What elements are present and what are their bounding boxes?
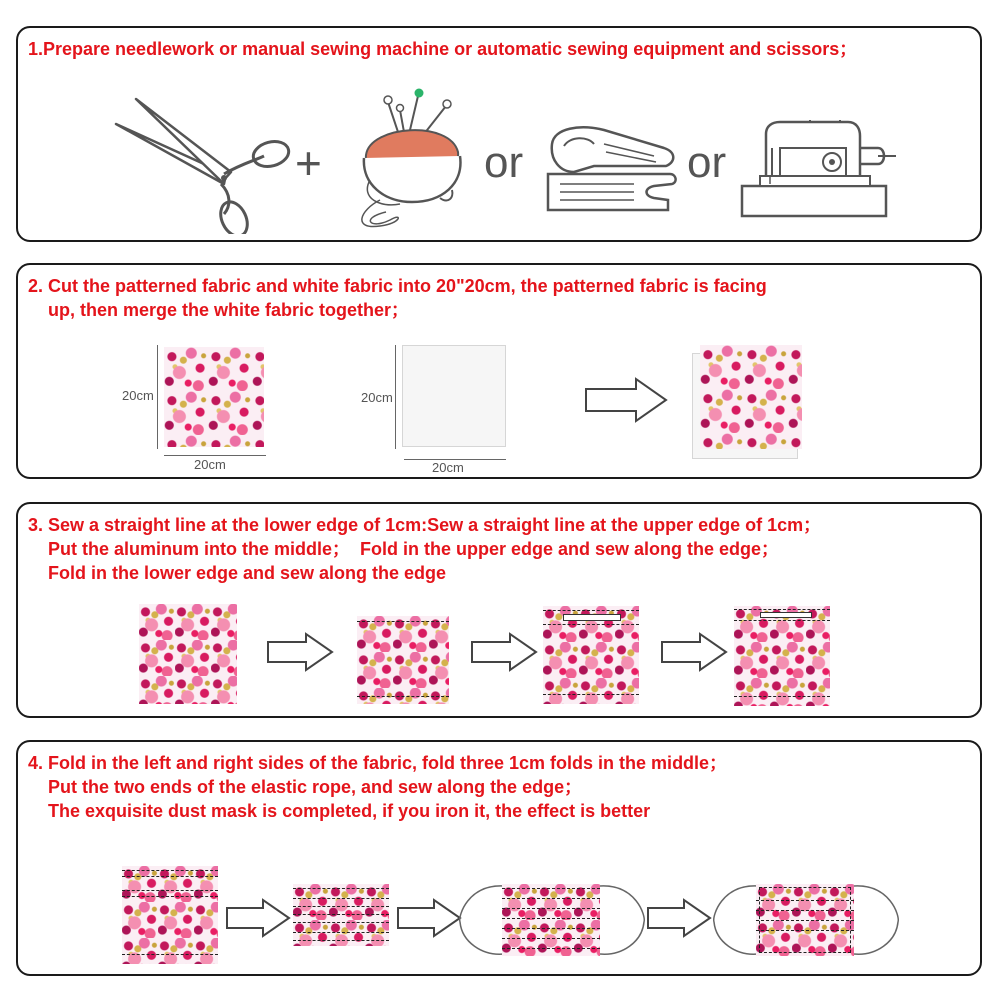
stitch-line bbox=[502, 898, 600, 899]
upper-stitch-line bbox=[734, 609, 830, 610]
white-width-label: 20cm bbox=[432, 460, 464, 475]
stitch-line bbox=[293, 932, 389, 933]
sewing-machine-icon bbox=[740, 120, 900, 220]
stitch-line bbox=[502, 948, 600, 949]
step-4-panel bbox=[16, 740, 982, 976]
stitch-line bbox=[502, 908, 600, 909]
right-arrow-icon bbox=[225, 898, 291, 938]
fabric-width-line bbox=[164, 455, 266, 456]
stitch-line bbox=[293, 922, 389, 923]
stitch-line bbox=[502, 938, 600, 939]
right-arrow-icon bbox=[584, 377, 668, 423]
right-arrow-icon bbox=[660, 632, 728, 672]
stitch-line bbox=[122, 876, 218, 877]
middle-stitch-line bbox=[734, 620, 830, 621]
folded-fabric bbox=[293, 884, 389, 946]
fabric-width-label: 20cm bbox=[194, 457, 226, 472]
fabric-height-label: 20cm bbox=[122, 388, 154, 403]
finished-mask bbox=[756, 884, 854, 956]
right-arrow-icon bbox=[470, 632, 538, 672]
fabric-stage-4 bbox=[734, 606, 830, 706]
mask-body bbox=[502, 884, 600, 956]
aluminum-strip bbox=[563, 614, 621, 621]
stitch-line bbox=[756, 920, 854, 921]
lower-stitch-line bbox=[734, 696, 830, 697]
stitch-line bbox=[122, 870, 218, 871]
stitch-line bbox=[293, 940, 389, 941]
stitch-line bbox=[756, 900, 854, 901]
pincushion-icon bbox=[340, 80, 480, 230]
stitch-line bbox=[756, 930, 854, 931]
right-arrow-icon bbox=[266, 632, 334, 672]
plus-sign: + bbox=[295, 137, 322, 189]
stitch-line bbox=[122, 890, 218, 891]
step-2-panel bbox=[16, 263, 982, 479]
merged-patterned-fabric bbox=[700, 345, 802, 449]
handheld-sewing-machine-icon bbox=[544, 122, 684, 212]
white-height-label: 20cm bbox=[361, 390, 393, 405]
step-1-panel bbox=[16, 26, 982, 242]
stitch-line bbox=[502, 918, 600, 919]
middle-stitch-line bbox=[543, 624, 639, 625]
fabric-stage-2 bbox=[357, 616, 449, 704]
fabric-height-line bbox=[157, 345, 158, 449]
aluminum-strip bbox=[760, 612, 812, 618]
or-label-2: or bbox=[687, 138, 727, 187]
fabric-stage-3 bbox=[543, 606, 639, 704]
stitch-line bbox=[502, 888, 600, 889]
white-fabric bbox=[402, 345, 506, 447]
stitch-line bbox=[756, 910, 854, 911]
step-1-text: 1.Prepare needlework or manual sewing machine or automatic sewing equipment and scissors； bbox=[28, 39, 858, 59]
or-label-1: or bbox=[484, 138, 524, 187]
upper-stitch-line bbox=[357, 621, 449, 622]
right-arrow-icon bbox=[646, 898, 712, 938]
stitch-line bbox=[293, 888, 389, 889]
stitch-line bbox=[122, 954, 218, 955]
white-height-line bbox=[395, 345, 396, 449]
step-3-panel bbox=[16, 502, 982, 718]
step-3-text: 3. Sew a straight line at the lower edge of 1cm:Sew a straight line at the upper edge of 1cm； Put the aluminum into the middle； Fold in the upper edge and sew along the edge； Fold in the lower edge and sew along the edge bbox=[28, 515, 822, 583]
step-2-text: 2. Cut the patterned fabric and white fabric into 20"20cm, the patterned fabric is facing up, then merge the white fabric together； bbox=[28, 276, 767, 320]
right-arrow-icon bbox=[396, 898, 462, 938]
stitch-line bbox=[293, 914, 389, 915]
stitch-line bbox=[502, 928, 600, 929]
step-4-text: 4. Fold in the left and right sides of the fabric, fold three 1cm folds in the middle； Put the two ends of the elastic rope, and sew along the edge； The exquisite dust mask is completed, if you iron it, the effect is better bbox=[28, 753, 728, 821]
stitch-line bbox=[293, 898, 389, 899]
stitch-line bbox=[293, 906, 389, 907]
stitch-line bbox=[122, 896, 218, 897]
patterned-fabric bbox=[164, 347, 264, 447]
lower-stitch-line bbox=[357, 696, 449, 697]
upper-stitch-line bbox=[543, 610, 639, 611]
scissors-icon bbox=[106, 94, 296, 234]
fabric-stage-1 bbox=[139, 604, 237, 704]
lower-stitch-line bbox=[543, 694, 639, 695]
fabric-stage-5 bbox=[122, 866, 218, 964]
